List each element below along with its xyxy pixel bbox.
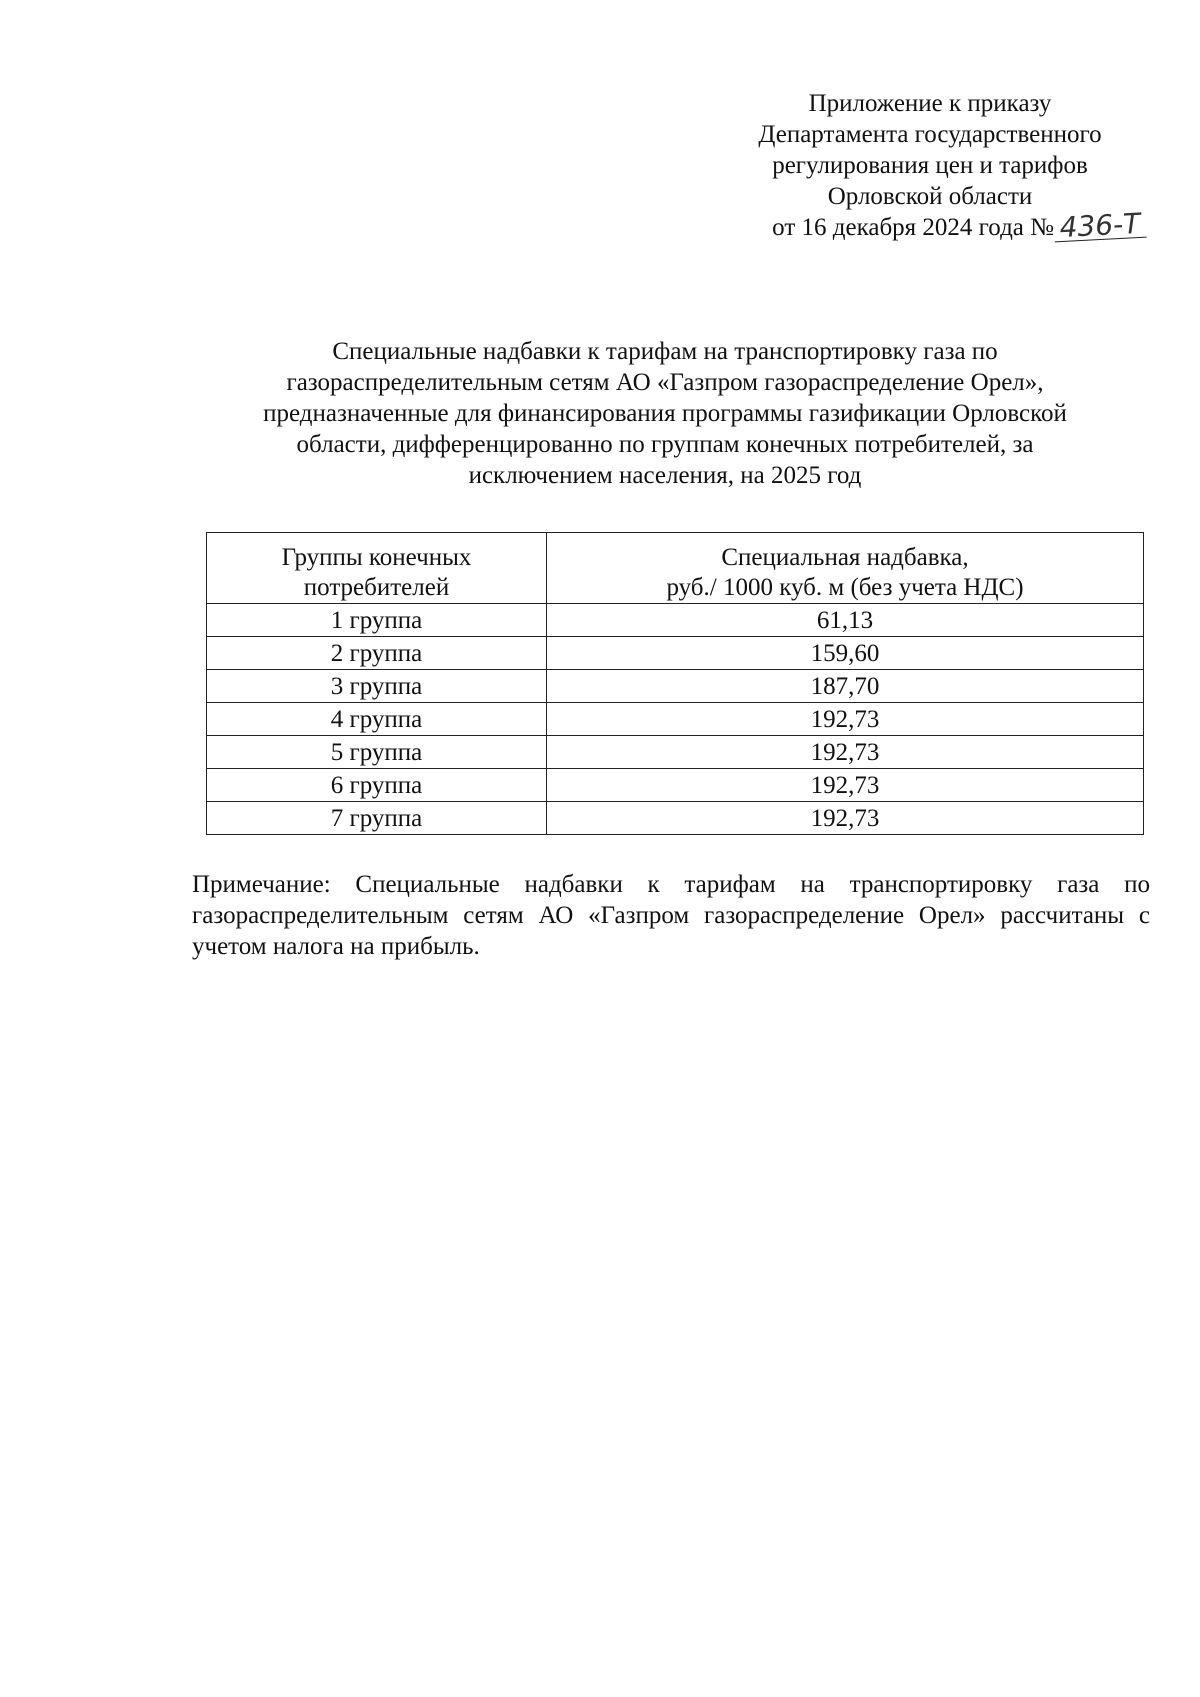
table-row — [207, 769, 1144, 802]
table-header-row — [207, 533, 1144, 604]
order-number-handwritten: 436-Т — [1053, 211, 1146, 243]
value-cell: 187,70 — [547, 670, 1144, 703]
appendix-line: регулирования цен и тарифов — [772, 152, 1088, 179]
group-cell: 2 группа — [207, 637, 547, 670]
order-date-line — [700, 206, 1160, 245]
title-line: предназначенные для финансирования программы газификации Орловской — [263, 400, 1067, 427]
value-cell: 192,73 — [547, 703, 1144, 736]
table-row — [207, 802, 1144, 835]
group-cell: 6 группа — [207, 769, 547, 802]
header-surcharge: Специальная надбавка, руб./ 1000 куб. м (без учета НДС) — [547, 533, 1144, 604]
group-cell: 7 группа — [207, 802, 547, 835]
appendix-line: Орловской области — [827, 183, 1033, 210]
value-cell: 192,73 — [547, 802, 1144, 835]
value-cell: 192,73 — [547, 736, 1144, 769]
title-line: газораспределительным сетям АО «Газпром газораспределение Орел», — [286, 369, 1044, 396]
surcharge-table — [206, 532, 1144, 835]
title-line: Специальные надбавки к тарифам на транспортировку газа по — [332, 338, 998, 365]
title-line: области, дифференцированно по группам конечных потребителей, за — [296, 431, 1034, 458]
group-cell: 1 группа — [207, 604, 547, 637]
value-cell: 192,73 — [547, 769, 1144, 802]
note-paragraph: Примечание: Специальные надбавки к тарифам на транспортировку газа по газораспределительным сетям АО «Газпром газораспределение Орел» рассчитаны с учетом налога на прибыль. — [192, 871, 1150, 960]
order-date: от 16 декабря 2024 года № — [772, 214, 1054, 241]
appendix-header — [700, 88, 1160, 243]
table-row — [207, 604, 1144, 637]
table-row — [207, 736, 1144, 769]
group-cell: 5 группа — [207, 736, 547, 769]
group-cell: 4 группа — [207, 703, 547, 736]
document-title — [205, 336, 1125, 491]
table-row — [207, 703, 1144, 736]
appendix-line: Приложение к приказу — [808, 90, 1052, 117]
title-line: исключением населения, на 2025 год — [468, 462, 862, 489]
table-row — [207, 670, 1144, 703]
table-row — [207, 637, 1144, 670]
group-cell: 3 группа — [207, 670, 547, 703]
value-cell: 159,60 — [547, 637, 1144, 670]
appendix-line: Департамента государственного — [758, 121, 1102, 148]
header-group: Группы конечных потребителей — [207, 533, 547, 604]
value-cell: 61,13 — [547, 604, 1144, 637]
